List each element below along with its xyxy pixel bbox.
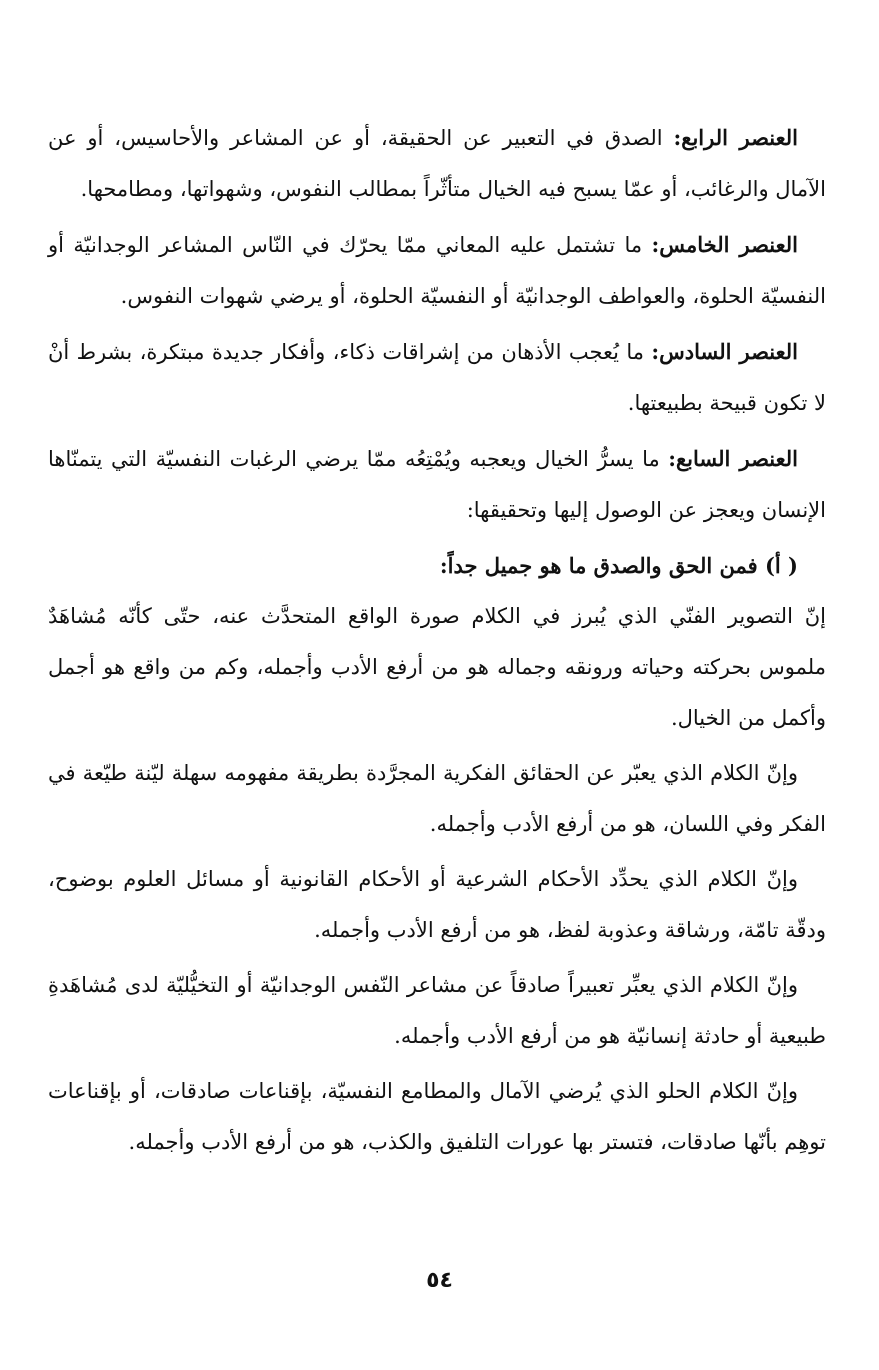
body-paragraph-3: وإنّ الكلام الذي يحدِّد الأحكام الشرعية أو الأحكام القانونية أو مسائل العلوم بوضوح، ودقّة تامّة، ورشاقة وعذوبة لفظ، هو من أرفع الأدب وأجمله.	[48, 867, 826, 942]
body-paragraph-4: وإنّ الكلام الذي يعبِّر تعبيراً صادقاً عن مشاعر النّفس الوجدانيّة أو التخيُّليّة لدى مُشاهَدةِ طبيعية أو حادثة إنسانيّة هو من أرفع الأدب وأجمله.	[48, 973, 826, 1048]
element-text-7: ما يسرُّ الخيال ويعجبه ويُمْتِعُه ممّا يرضي الرغبات النفسيّة التي يتمنّاها الإنسان ويعجز عن الوصول إليها وتحقيقها:	[48, 447, 826, 522]
element-label-6: العنصر السادس:	[651, 339, 798, 364]
element-label-7: العنصر السابع:	[668, 446, 798, 471]
body-paragraph-1: إنّ التصوير الفنّي الذي يُبرز في الكلام صورة الواقع المتحدَّث عنه، حتّى كأنّه مُشاهَدٌ ملموس بحركته وحياته ورونقه وجماله هو من أرفع الأدب وأجمله، وكم من واقع هو أجمل وأكمل من الخيال.	[48, 604, 826, 730]
body-paragraph-5: وإنّ الكلام الحلو الذي يُرضي الآمال والمطامع النفسيّة، بإقناعات صادقات، أو بإقناعات توهِم بأنّها صادقات، فتستر بها عورات التلفيق والكذب، هو من أرفع الأدب وأجمله.	[48, 1079, 826, 1154]
element-text-5: ما تشتمل عليه المعاني ممّا يحرّك في النّاس المشاعر الوجدانيّة أو النفسيّة الحلوة، والعواطف الوجدانيّة أو النفسيّة الحلوة، أو يرضي شهوات النفوس.	[48, 233, 826, 308]
page-number: ٥٤	[426, 1268, 453, 1293]
element-paragraph-6	[48, 326, 826, 429]
element-text-4: الصدق في التعبير عن الحقيقة، أو عن المشاعر والأحاسيس، أو عن الآمال والرغائب، أو عمّا يسبح فيه الخيال متأثّراً بمطالب النفوس، وشهواتها، ومطامحها.	[48, 126, 826, 201]
element-label-4: العنصر الرابع:	[673, 125, 798, 150]
section-heading: ( أ) فمن الحق والصدق ما هو جميل جداً:	[439, 553, 798, 578]
element-paragraph-4	[48, 112, 826, 215]
element-paragraph-7	[48, 433, 826, 536]
element-label-5: العنصر الخامس:	[651, 232, 798, 257]
element-text-6: ما يُعجب الأذهان من إشراقات ذكاء، وأفكار جديدة مبتكرة، بشرط أنْ لا تكون قبيحة بطبيعتها.	[48, 340, 826, 415]
body-paragraph-2: وإنّ الكلام الذي يعبّر عن الحقائق الفكرية المجرَّدة بطريقة مفهومه سهلة ليّنة طيّعة في الفكر وفي اللسان، هو من أرفع الأدب وأجمله.	[48, 761, 826, 836]
element-paragraph-5	[48, 219, 826, 322]
page-text	[48, 112, 826, 1172]
